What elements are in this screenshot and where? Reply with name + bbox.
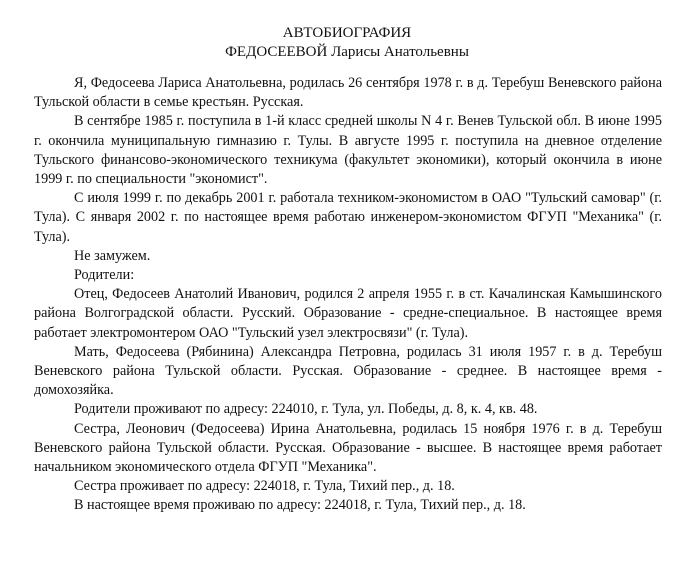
document-body [34, 74, 662, 516]
paragraph-parents-heading: Родители: [74, 267, 135, 284]
document-subtitle: ФЕДОСЕЕВОЙ Ларисы Анатольевны [225, 44, 469, 60]
paragraph-father: Отец, Федосеев Анатолий Иванович, родился 2 апреля 1955 г. в ст. Качалинская Камышинского района Волгоградской области. Русский. Образование - средне-специальное. В настоящее время работает электромонтером ОАО "Тульский узел электросвязи" (г. Тула). [34, 286, 662, 341]
paragraph-mother: Мать, Федосеева (Рябинина) Александра Петровна, родилась 31 июля 1957 г. в д. Теребуш Веневского района Тульской области. Русская. Образование - среднее. В настоящее время - домохозяйка. [34, 343, 662, 399]
paragraph-parents-address: Родители проживают по адресу: 224010, г. Тула, ул. Победы, д. 8, к. 4, кв. 48. [74, 401, 538, 418]
paragraph-education: В сентябре 1985 г. поступила в 1-й класс средней школы N 4 г. Венев Тульской обл. В июне 1995 г. окончила муниципальную гимназию г. Тулы. В августе 1995 г. поступила на дневное отделение Тульского финансово-экономического техникума (факультет экономики), который окончила в июне 1999 г. по специальности "экономист". [34, 113, 662, 188]
paragraph-sister-address: Сестра проживает по адресу: 224018, г. Тула, Тихий пер., д. 18. [74, 478, 455, 495]
paragraph-marital-status: Не замужем. [74, 247, 151, 264]
paragraph-sister: Сестра, Леонович (Федосеева) Ирина Анатольевна, родилась 15 ноября 1976 г. в д. Теребуш Веневского района Тульской области. Русская. Образование - высшее. В настоящее время работает начальником экономического отдела ФГУП "Механика". [34, 420, 662, 476]
document-title: АВТОБИОГРАФИЯ [282, 25, 412, 41]
paragraph-birth: Я, Федосеева Лариса Анатольевна, родилась 26 сентября 1978 г. в д. Теребуш Веневского района Тульской области в семье крестьян. Русская. [34, 75, 662, 111]
paragraph-work: С июля 1999 г. по декабрь 2001 г. работала техником-экономистом в ОАО "Тульский самовар" (г. Тула). С января 2002 г. по настоящее время работаю инженером-экономистом ФГУП "Механика" (г. Тула). [34, 190, 662, 245]
paragraph-own-address: В настоящее время проживаю по адресу: 224018, г. Тула, Тихий пер., д. 18. [74, 497, 526, 514]
